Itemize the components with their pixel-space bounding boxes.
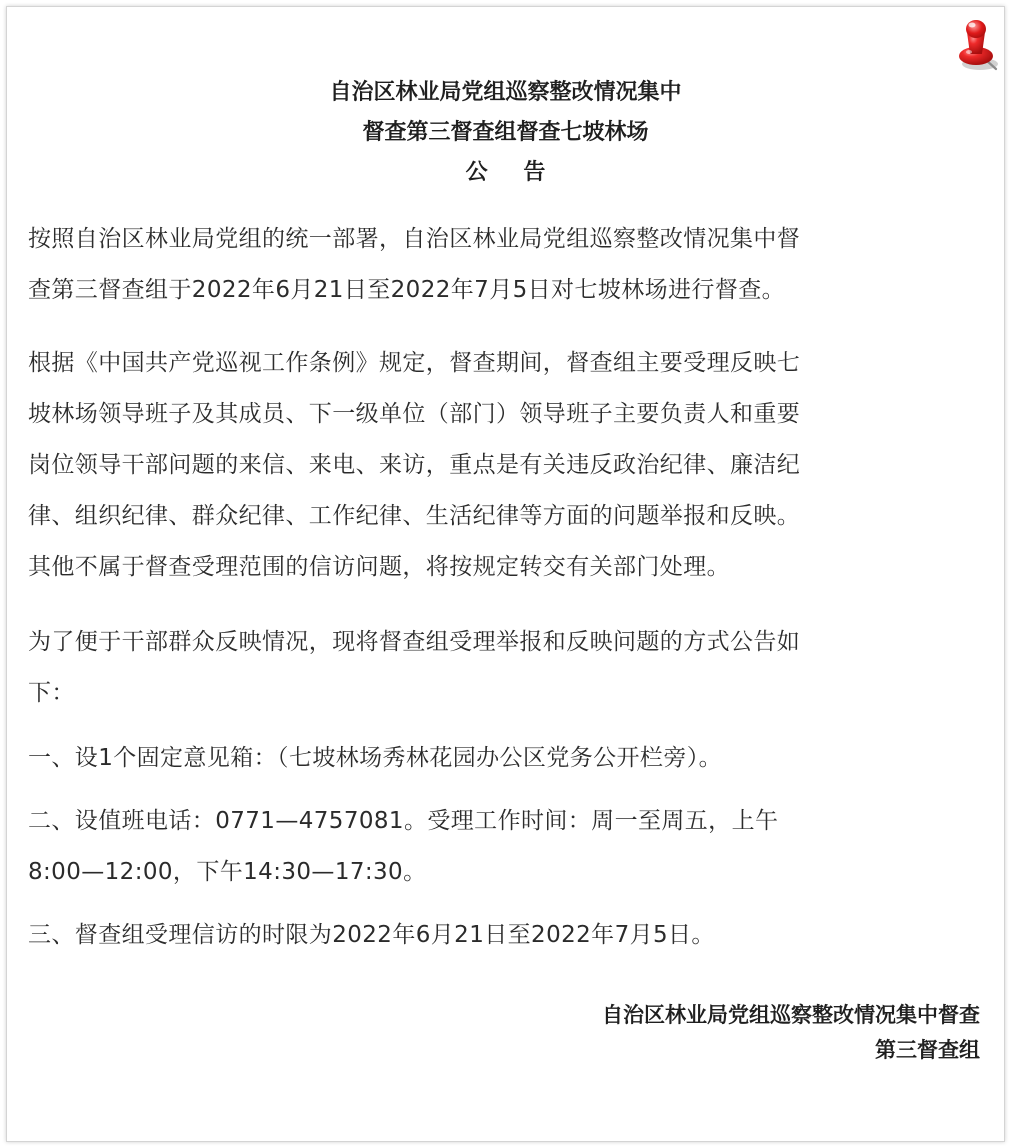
paragraph-line: 查第三督查组于2022年6月21日至2022年7月5日对七坡林场进行督查。 xyxy=(28,277,786,303)
paragraph-line: 8:00—12:00，下午14:30—17:30。 xyxy=(28,859,427,885)
item-time-limit xyxy=(28,910,988,961)
red-pushpin-icon xyxy=(950,14,1004,74)
paragraph-line: 下： xyxy=(28,680,75,706)
paragraph-line: 为了便于干部群众反映情况，现将督查组受理举报和反映问题的方式公告如 xyxy=(28,629,801,655)
paragraph-line: 三、督查组受理信访的时限为2022年6月21日至2022年7月5日。 xyxy=(28,922,715,948)
paragraph-methods-intro xyxy=(28,617,988,719)
item-phone xyxy=(28,796,988,898)
paragraph-intro xyxy=(28,214,988,316)
title-line-1: 自治区林业局党组巡察整改情况集中 xyxy=(329,80,682,105)
title-line-3: 公 告 xyxy=(465,160,560,185)
signature-line-2: 第三督查组 xyxy=(875,1038,980,1062)
paragraph-line: 其他不属于督查受理范围的信访问题，将按规定转交有关部门处理。 xyxy=(28,554,730,580)
paragraph-line: 律、组织纪律、群众纪律、工作纪律、生活纪律等方面的问题举报和反映。 xyxy=(28,503,801,529)
paragraph-line: 根据《中国共产党巡视工作条例》规定，督查期间，督查组主要受理反映七 xyxy=(28,350,801,376)
notice-title xyxy=(0,73,1011,193)
item-suggestion-box xyxy=(28,733,988,784)
signature xyxy=(602,998,980,1068)
paragraph-line: 岗位领导干部问题的来信、来电、来访，重点是有关违反政治纪律、廉洁纪 xyxy=(28,452,801,478)
paragraph-line: 按照自治区林业局党组的统一部署，自治区林业局党组巡察整改情况集中督 xyxy=(28,226,801,252)
paragraph-line: 一、设1个固定意见箱：（七坡林场秀林花园办公区党务公开栏旁）。 xyxy=(28,745,723,771)
paragraph-line: 坡林场领导班子及其成员、下一级单位（部门）领导班子主要负责人和重要 xyxy=(28,401,801,427)
title-line-2: 督查第三督查组督查七坡林场 xyxy=(362,120,649,145)
signature-line-1: 自治区林业局党组巡察整改情况集中督查 xyxy=(602,1003,980,1027)
paragraph-line: 二、设值班电话：0771—4757081。受理工作时间：周一至周五，上午 xyxy=(28,808,779,834)
paragraph-scope xyxy=(28,338,988,593)
